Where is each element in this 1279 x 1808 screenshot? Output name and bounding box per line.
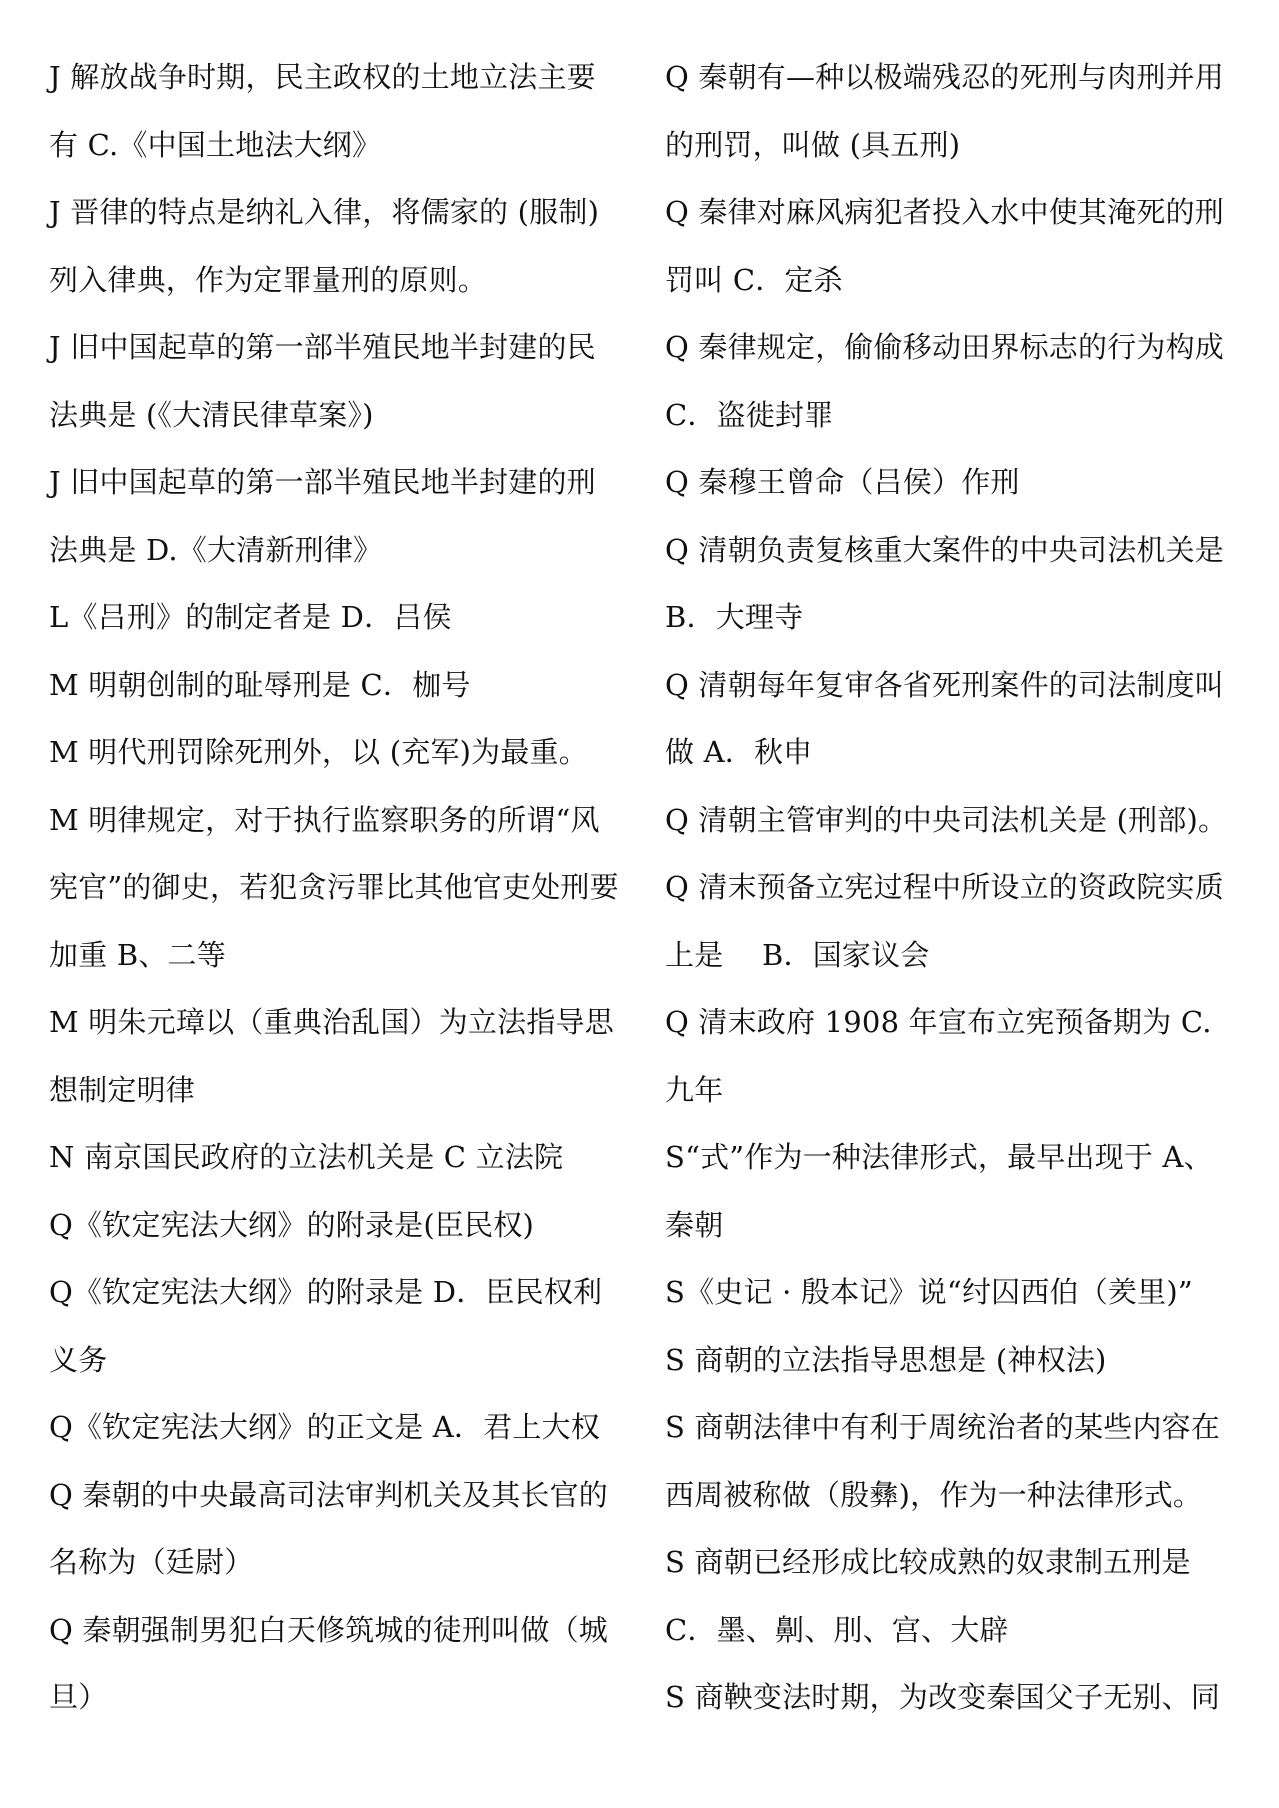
- entry: S《史记 · 殷本记》说“纣囚西伯（羑里)”: [665, 1275, 1193, 1309]
- entry: J 晋律的特点是纳礼入律，将儒家的 (服制) 列入律典，作为定罪量刑的原则。: [49, 195, 600, 297]
- entry: S 商朝法律中有利于周统治者的某些内容在西周被称做（殷彝)，作为一种法律形式。: [665, 1410, 1221, 1512]
- entry: Q 清朝主管审判的中央司法机关是 (刑部)。: [665, 802, 1228, 837]
- entry: Q 秦律对麻风病犯者投入水中使其淹死的刑罚叫 C．定杀: [665, 195, 1224, 297]
- entry: M 明律规定，对于执行监察职务的所谓“风宪官”的御史，若犯贪污罪比其他官吏处刑要加重 B、二等: [49, 802, 619, 972]
- entry: N 南京国民政府的立法机关是 C 立法院: [49, 1140, 564, 1174]
- entry: M 明朱元璋以（重典治乱国）为立法指导思想制定明律: [49, 1005, 614, 1107]
- entry: Q 秦穆王曾命（吕侯）作刑: [665, 465, 1020, 499]
- entry: Q 清朝每年复审各省死刑案件的司法制度叫做 A．秋申: [665, 667, 1224, 769]
- entry: S 商鞅变法时期，为改变秦国父子无别、同: [665, 1680, 1221, 1714]
- entry: S“式”作为一种法律形式，最早出现于 A、秦朝: [665, 1140, 1213, 1242]
- entry: J 旧中国起草的第一部半殖民地半封建的民法典是 (《大清民律草案》): [49, 330, 596, 432]
- left-column: [49, 44, 621, 1732]
- entry: Q《钦定宪法大纲》的附录是(臣民权): [49, 1207, 535, 1242]
- entry: S 商朝的立法指导思想是 (神权法): [665, 1342, 1107, 1377]
- entry: Q 秦朝的中央最高司法审判机关及其长官的名称为（廷尉）: [49, 1477, 608, 1579]
- entry: M 明代刑罚除死刑外，以 (充军)为最重。: [49, 735, 588, 769]
- entry: Q 清朝负责复核重大案件的中央司法机关是 B．大理寺: [665, 532, 1224, 634]
- entry: Q 秦律规定，偷偷移动田界标志的行为构成 C．盗徙封罪: [665, 330, 1224, 432]
- entry: Q 清末政府 1908 年宣布立宪预备期为 C. 九年: [665, 1005, 1212, 1107]
- entry: Q 秦朝强制男犯白天修筑城的徒刑叫做（城旦）: [49, 1612, 608, 1714]
- entry: Q 清末预备立宪过程中所设立的资政院实质上是 B．国家议会: [665, 870, 1224, 972]
- right-column: [665, 44, 1237, 1732]
- entry: M 明朝创制的耻辱刑是 C．枷号: [49, 667, 471, 702]
- entry: J 旧中国起草的第一部半殖民地半封建的刑法典是 D.《大清新刑律》: [49, 465, 596, 567]
- entry: Q《钦定宪法大纲》的正文是 A．君上大权: [49, 1410, 600, 1444]
- entry: L《吕刑》的制定者是 D．吕侯: [49, 600, 452, 634]
- entry: J 解放战争时期，民主政权的土地立法主要有 C.《中国土地法大纲》: [49, 60, 596, 162]
- entry: Q《钦定宪法大纲》的附录是 D．臣民权利义务: [49, 1275, 603, 1377]
- entry: S 商朝已经形成比较成熟的奴隶制五刑是 C．墨、劓、刖、宫、大辟: [665, 1545, 1191, 1647]
- entry: Q 秦朝有—种以极端残忍的死刑与肉刑并用的刑罚，叫做 (具五刑): [665, 60, 1224, 162]
